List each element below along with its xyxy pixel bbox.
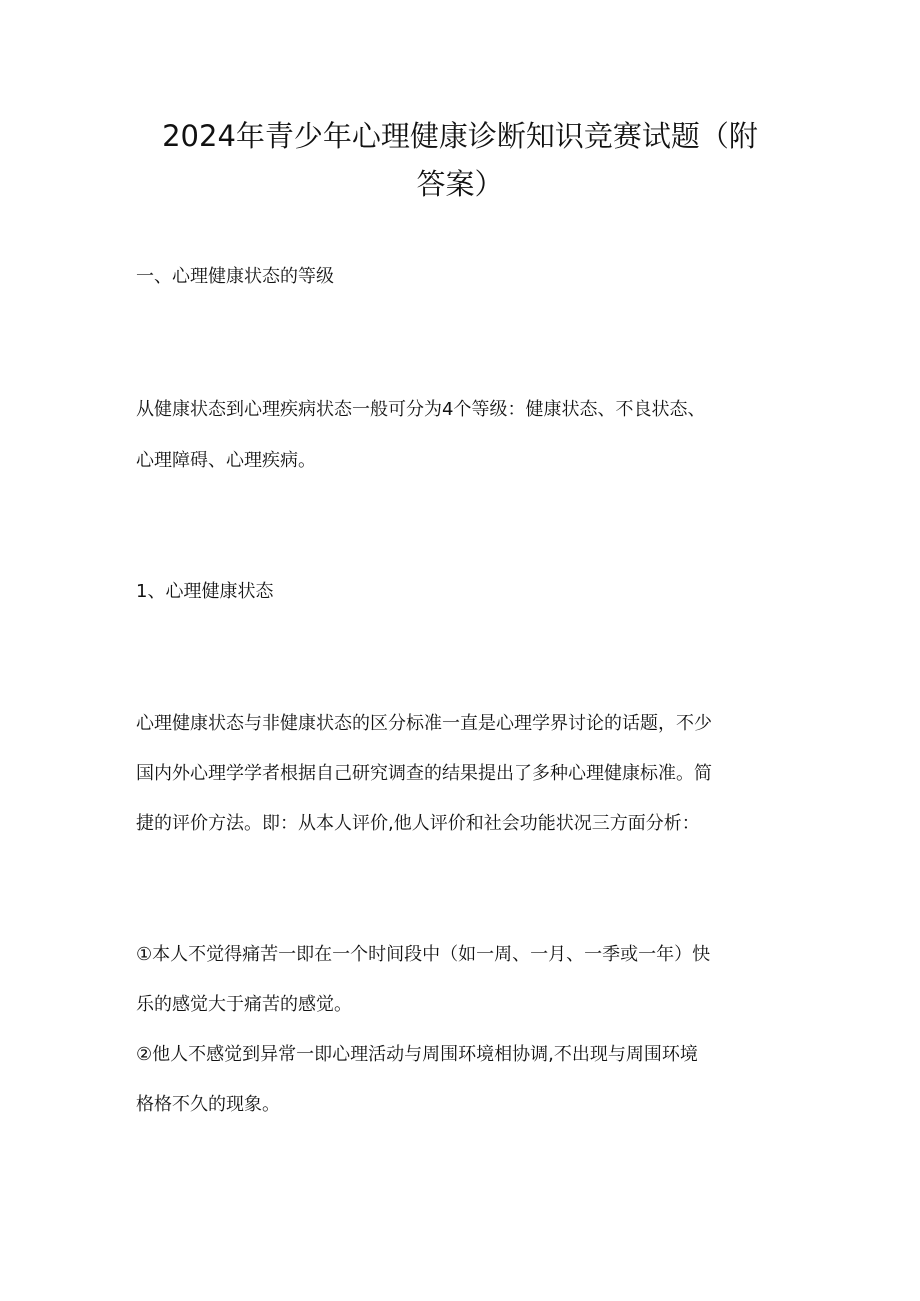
- list-item-2-line-1: ②他人不感觉到异常一即心理活动与周围环境相协调,不出现与周围环境: [136, 1044, 698, 1065]
- title-line-1: 2024年青少年心理健康诊断知识竞赛试题（附: [162, 119, 758, 153]
- list-item-2-line-2: 格格不久的现象。: [136, 1094, 280, 1115]
- title-line-2: 答案）: [416, 167, 504, 201]
- list-item-1-line-2: 乐的感觉大于痛苦的感觉。: [136, 994, 352, 1015]
- paragraph-1-line-2: 心理障碍、心理疾病。: [136, 450, 316, 471]
- section-heading: 一、心理健康状态的等级: [136, 266, 334, 287]
- subheading-1: 1、心理健康状态: [136, 581, 274, 602]
- list-item-1-line-1: ①本人不觉得痛苦一即在一个时间段中（如一周、一月、一季或一年）快: [136, 944, 711, 965]
- paragraph-2-line-1: 心理健康状态与非健康状态的区分标准一直是心理学界讨论的话题，不少: [136, 713, 712, 734]
- document-title: [120, 112, 800, 208]
- paragraph-1-line-1: 从健康状态到心理疾病状态一般可分为4个等级：健康状态、不良状态、: [136, 399, 706, 420]
- paragraph-2-line-3: 捷的评价方法。即：从本人评价,他人评价和社会功能状况三方面分析：: [136, 813, 700, 834]
- paragraph-2-line-2: 国内外心理学学者根据自己研究调查的结果提出了多种心理健康标准。简: [136, 763, 712, 784]
